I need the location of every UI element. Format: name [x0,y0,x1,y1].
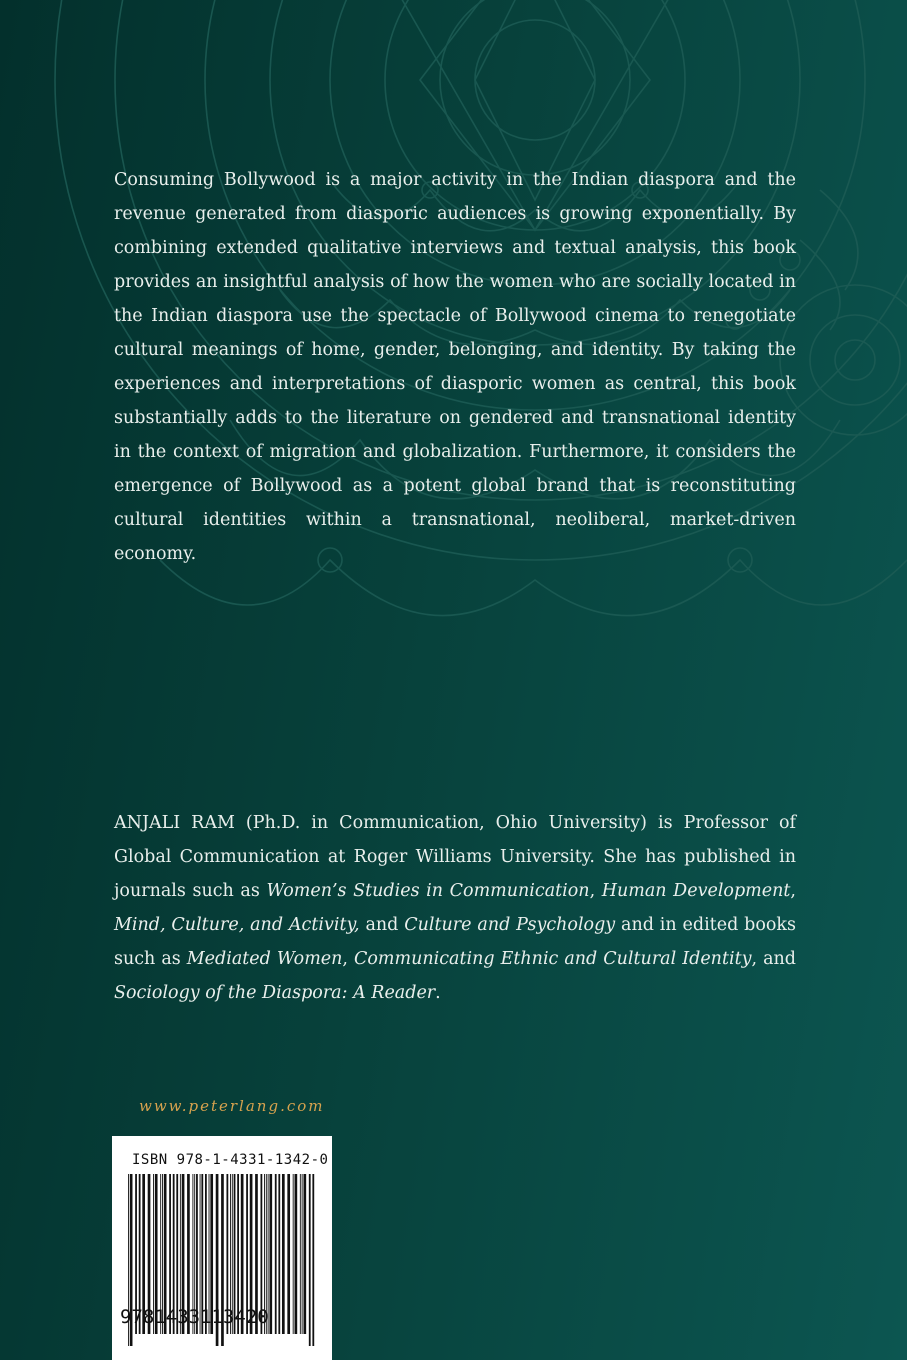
book-description: Consuming Bollywood is a major activity in the Indian diaspora and the revenue generated from diasporic audiences is growing exponentially. By combining extended qualitative interviews and textual analysis, this book provides an insightful analysis of how the women who are socially located in the Indian diaspora use the spectacle of Bollywood cinema to renegotiate cultural meanings of home, gender, belonging, and identity. By taking the experiences and interpretations of diasporic women as central, this book substantially adds to the literature on gendered and transnational identity in the context of migration and globalization. Furthermore, it considers the emergence of Bollywood as a potent global brand that is reconstituting cultural identities within a transnational, neoliberal, market-driven economy. [114,170,796,564]
book-title: Mediated Women [186,949,343,969]
bio-separator: , [589,881,602,901]
book-title: Communicating Ethnic and Cultural Identity [354,949,752,969]
journal-title: Mind, Culture, and Activity, [114,915,360,935]
journal-title: Women’s Studies in Communication [266,881,590,901]
book-title: Sociology of the Diaspora: A Reader [114,983,436,1003]
journal-title: Culture and Psychology [404,915,616,935]
author-biography [114,806,796,1010]
bio-separator: and [359,915,405,935]
bio-separator: , [342,949,354,969]
publisher-website[interactable]: www.peterlang.com [139,1097,325,1115]
isbn-label: ISBN 978-1-4331-1342-0 [132,1152,329,1168]
bio-separator: , [790,881,796,901]
bio-text: and in edited books such as [114,915,796,969]
journal-title: Human Development [601,881,791,901]
barcode-digits: 9781433113420 [120,1306,269,1328]
bio-separator: , and [751,949,796,969]
bio-end: . [435,983,441,1003]
bio-intro: ANJALI RAM (Ph.D. in Communication, Ohio University) is Professor of Global Communication at Roger Williams University. She has published in journals such as [114,813,796,901]
